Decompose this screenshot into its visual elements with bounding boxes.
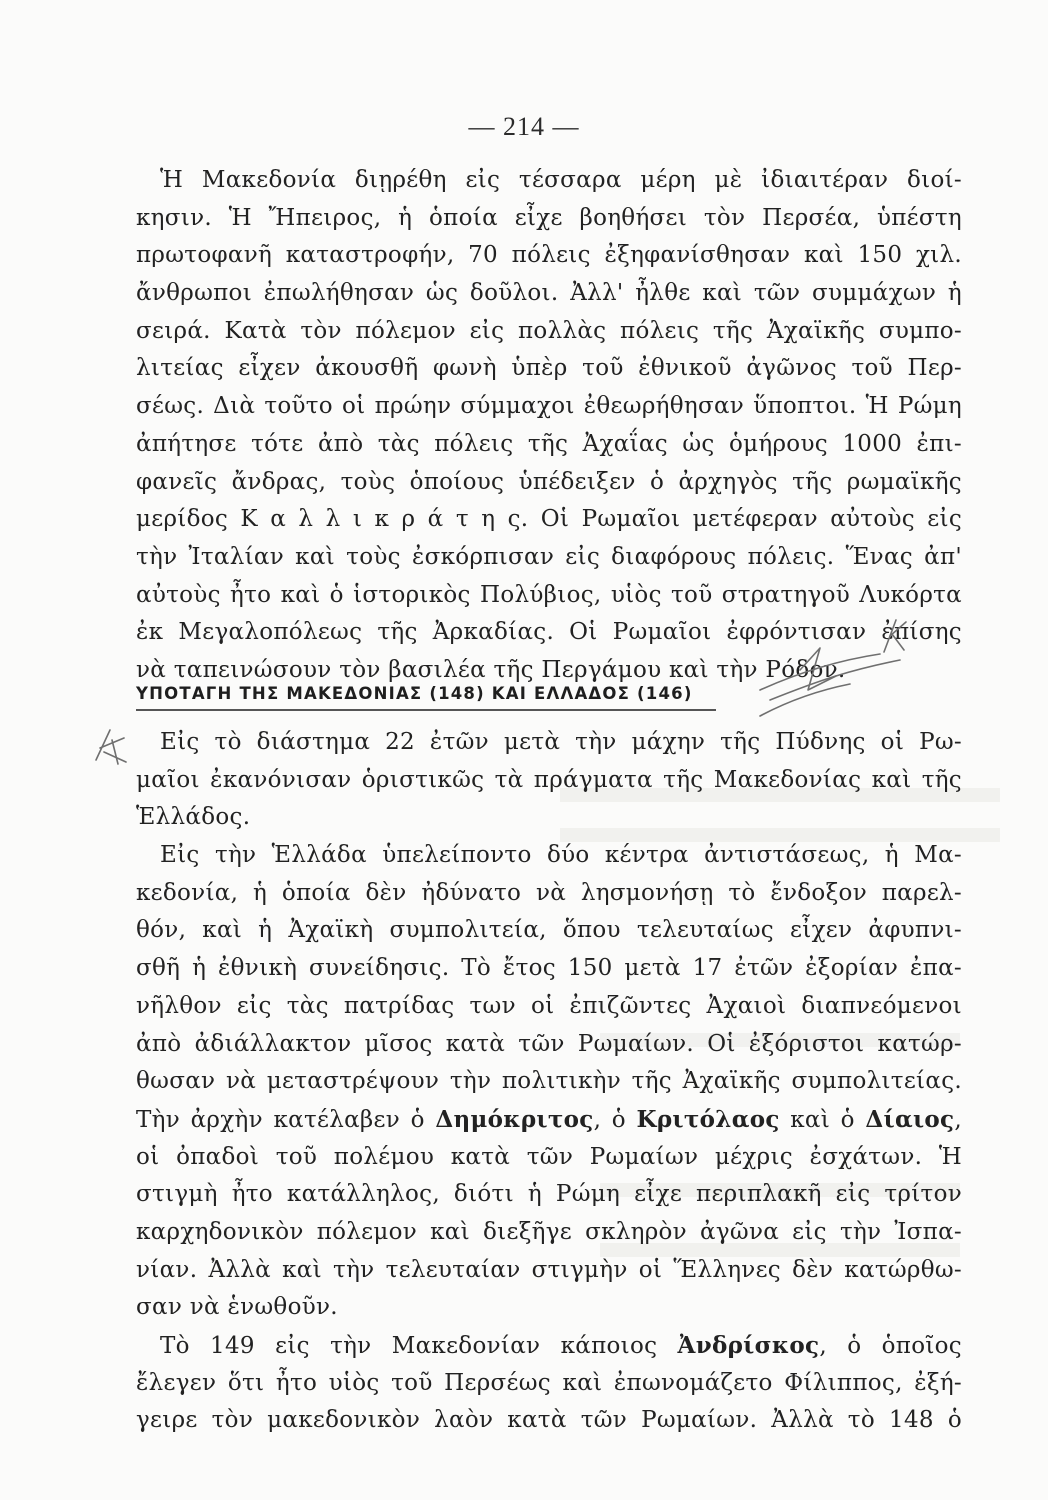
- text-line: φανεῖς ἄνδρας, τοὺς ὁποίους ὑπέδειξεν ὁ ἀρχηγὸς τῆς ρωμαϊκῆς: [136, 468, 962, 495]
- text-line: ἀπήτησε τότε ἀπὸ τὰς πόλεις τῆς Ἀχαΐας ὡς ὁμήρους 1000 ἐπι-: [136, 430, 962, 457]
- bold-name: Κριτόλαος: [636, 1105, 780, 1133]
- text-line: κεδονία, ἡ ὁποία δὲν ἠδύνατο νὰ λησμονήσῃ τὸ ἔνδοξον παρελ-: [136, 879, 962, 906]
- heading-underline: [136, 709, 716, 711]
- text-line: νίαν. Ἀλλὰ καὶ τὴν τελευταίαν στιγμὴν οἱ Ἕλληνες δὲν κατώρθω-: [136, 1256, 962, 1283]
- text-line: γειρε τὸν μακεδονικὸν λαὸν κατὰ τῶν Ρωμαίων. Ἀλλὰ τὸ 148 ὁ: [136, 1407, 962, 1434]
- text-line: μερίδος Κ α λ λ ι κ ρ ά τ η ς. Οἱ Ρωμαῖοι μετέφεραν αὐτοὺς εἰς: [136, 506, 962, 533]
- bold-name: Ἀνδρίσκος: [677, 1332, 820, 1359]
- text-line: ἄνθρωποι ἐπωλήθησαν ὡς δοῦλοι. Ἀλλ' ἦλθε καὶ τῶν συμμάχων ἡ: [136, 280, 962, 307]
- text-line: κησιν. Ἡ Ἤπειρος, ἡ ὁποία εἶχε βοηθήσει τὸν Περσέα, ὑπέστη: [136, 204, 962, 231]
- text-line: πρωτοφανῆ καταστροφήν, 70 πόλεις ἐξηφανίσθησαν καὶ 150 χιλ.: [136, 242, 962, 269]
- text-line: σθῆ ἡ ἐθνικὴ συνείδησις. Τὸ ἔτος 150 μετὰ 17 ἐτῶν ἐξορίαν ἐπα-: [136, 955, 962, 982]
- text-line: νῆλθον εἰς τὰς πατρίδας των οἱ ἐπιζῶντες Ἀχαιοὶ διαπνεόμενοι: [136, 992, 962, 1019]
- text-line: σειρά. Κατὰ τὸν πόλεμον εἰς πολλὰς πόλεις τῆς Ἀχαϊκῆς συμπο-: [136, 317, 962, 344]
- text-line: καρχηδονικὸν πόλεμον καὶ διεξῆγε σκληρὸν ἀγῶνα εἰς τὴν Ἰσπα-: [136, 1218, 962, 1245]
- text-line: λιτείας εἶχεν ἀκουσθῆ φωνὴ ὑπὲρ τοῦ ἐθνικοῦ ἀγῶνος τοῦ Περ-: [136, 355, 962, 382]
- text-line: τὴν Ἰταλίαν καὶ τοὺς ἐσκόρπισαν εἰς διαφόρους πόλεις. Ἕνας ἀπ': [136, 543, 962, 570]
- text-line-with-bold-names: Τὴν ἀρχὴν κατέλαβεν ὁ Δημόκριτος, ὁ Κριτόλαος καὶ ὁ Δίαιος,: [136, 1105, 962, 1133]
- text-line: Εἰς τὸ διάστημα 22 ἐτῶν μετὰ τὴν μάχην τῆς Πύδνης οἱ Ρω-: [160, 729, 962, 755]
- bold-name: Δίαιος: [865, 1105, 955, 1133]
- paragraph-polybius: [136, 162, 962, 690]
- text-line: ἀπὸ ἀδιάλλακτον μῖσος κατὰ τῶν Ρωμαίων. Οἱ ἐξόριστοι κατώρ-: [136, 1030, 962, 1057]
- text-line: σέως. Διὰ τοῦτο οἱ πρώην σύμμαχοι ἐθεωρήθησαν ὕποπτοι. Ἡ Ρώμη: [136, 393, 962, 420]
- text-line: ἐκ Μεγαλοπόλεως τῆς Ἀρκαδίας. Οἱ Ρωμαῖοι ἐφρόντισαν ἐπίσης: [136, 619, 962, 646]
- text-line: σαν νὰ ἑνωθοῦν.: [136, 1294, 338, 1321]
- text-line: ἔλεγεν ὅτι ἦτο υἱὸς τοῦ Περσέως καὶ ἐπωνομάζετο Φίλιππος, ἐξή-: [136, 1369, 962, 1396]
- page-number: — 214 —: [468, 112, 580, 141]
- text-line: οἱ ὀπαδοὶ τοῦ πολέμου κατὰ τῶν Ρωμαίων μέχρις ἐσχάτων. Ἡ: [136, 1143, 962, 1170]
- bold-name: Δημόκριτος: [435, 1105, 594, 1133]
- text-line: Ἑλλάδος.: [136, 804, 251, 831]
- text-line: στιγμὴ ἦτο κατάλληλος, διότι ἡ Ρώμη εἶχε περιπλακῆ εἰς τρίτον: [136, 1181, 962, 1208]
- text-line-with-bold-names: Τὸ 149 εἰς τὴν Μακεδονίαν κάποιος Ἀνδρίσκος, ὁ ὁποῖος: [160, 1332, 962, 1359]
- text-line: θόν, καὶ ἡ Ἀχαϊκὴ συμπολιτεία, ὅπου τελευταίως εἶχεν ἀφυπνι-: [136, 917, 962, 944]
- text-line: θωσαν νὰ μεταστρέψουν τὴν πολιτικὴν τῆς Ἀχαϊκῆς συμπολιτείας.: [136, 1068, 962, 1095]
- text-line: νὰ ταπεινώσουν τὸν βασιλέα τῆς Περγάμου καὶ τὴν Ρόδον.: [136, 656, 846, 683]
- text-line: Εἰς τὴν Ἑλλάδα ὑπελείποντο δύο κέντρα ἀντιστάσεως, ἡ Μα-: [160, 842, 962, 869]
- text-line: μαῖοι ἐκανόνισαν ὁριστικῶς τὰ πράγματα τῆς Μακεδονίας καὶ τῆς: [136, 766, 962, 793]
- text-line: αὐτοὺς ἦτο καὶ ὁ ἱστορικὸς Πολύβιος, υἱὸς τοῦ στρατηγοῦ Λυκόρτα: [136, 581, 962, 608]
- pencil-k-mark-left: [96, 730, 110, 760]
- paragraph-subjugation: [136, 724, 962, 1440]
- text-line: Ἡ Μακεδονία διῃρέθη εἰς τέσσαρα μέρη μὲ ἰδιαιτέραν διοί-: [160, 167, 962, 193]
- section-heading: ΥΠΟΤΑΓΗ ΤΗΣ ΜΑΚΕΔΟΝΙΑΣ (148) ΚΑΙ ΕΛΛΑΔΟΣ (146): [136, 684, 693, 703]
